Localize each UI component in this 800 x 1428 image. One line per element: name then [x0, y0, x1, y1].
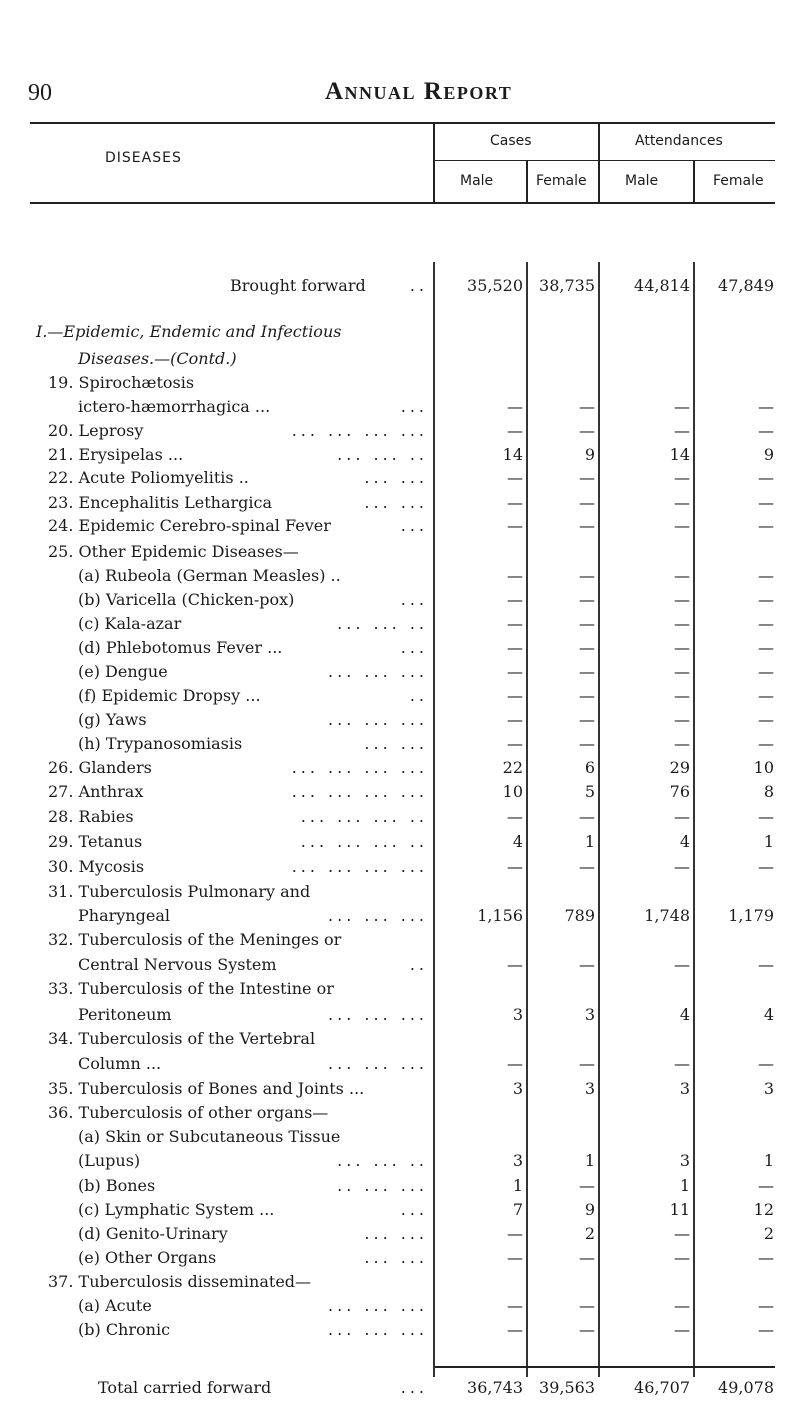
cases-male-cell [436, 807, 525, 835]
cases-male-value: 4 [512, 832, 523, 851]
cases-male-value: — [507, 1054, 523, 1073]
table-row [0, 276, 800, 304]
att-female-value: — [758, 421, 774, 440]
row-leader-dots: .. [409, 955, 428, 974]
row-leader-dots: ... [400, 1378, 428, 1397]
att-male-cell [601, 468, 692, 496]
att-female-value: 1,179 [728, 906, 774, 925]
table-row [0, 1054, 800, 1082]
cases-male-value: — [507, 857, 523, 876]
cases-male-value: 3 [512, 1151, 523, 1170]
attendances-header: Attendances [635, 133, 723, 149]
row-label: 27. Anthrax [48, 782, 144, 801]
row-leader-dots: ... [400, 397, 428, 416]
cases-male-value: — [507, 421, 523, 440]
cases-female-cell [529, 1054, 597, 1082]
cases-male-value: — [507, 710, 523, 729]
att-male-value: 76 [669, 782, 690, 801]
row-label: 34. Tuberculosis of the Vertebral [48, 1029, 316, 1048]
row-label: (h) Trypanosomiasis [78, 734, 243, 753]
row-leader-dots: ... ... ... .. [300, 807, 428, 826]
att-male-cell [601, 782, 692, 810]
cases-female-cell [529, 807, 597, 835]
table-row [0, 807, 800, 835]
header-divider-cases [598, 124, 600, 204]
running-head: Annual Report [325, 78, 513, 105]
row-label: (a) Rubeola (German Measles) .. [78, 566, 341, 585]
att-male-value: — [674, 493, 690, 512]
att-male-value: 1 [679, 1176, 690, 1195]
att-male-value: — [674, 955, 690, 974]
cases-male-value: 10 [502, 782, 523, 801]
row-leader-dots: ... ... .. [337, 614, 428, 633]
att-female-value: — [758, 468, 774, 487]
cases-female-value: — [579, 1054, 595, 1073]
att-male-value: — [674, 686, 690, 705]
cases-female-value: — [579, 590, 595, 609]
cases-female-value: — [579, 955, 595, 974]
att-male-value: — [674, 807, 690, 826]
row-leader-dots: .. [409, 686, 428, 705]
header-divider-cases-sub [526, 160, 528, 204]
table-row [0, 857, 800, 885]
cases-male-value: 22 [502, 758, 523, 777]
att-male-cell [601, 832, 692, 860]
cases-female-value: — [579, 468, 595, 487]
row-label: 19. Spirochætosis [48, 373, 195, 392]
cases-male-cell [436, 1151, 525, 1179]
att-male-cell [601, 1151, 692, 1179]
att-female-value: — [758, 662, 774, 681]
cases-header: Cases [490, 133, 532, 149]
att-female-header: Female [713, 173, 764, 189]
row-leader-dots: ... ... ... ... [291, 857, 428, 876]
cases-male-value: — [507, 1224, 523, 1243]
row-label: 31. Tuberculosis Pulmonary and [48, 882, 311, 901]
cases-male-value: — [507, 468, 523, 487]
cases-female-value: 1 [584, 832, 595, 851]
cases-male-header: Male [460, 173, 494, 189]
cases-male-value: 1,156 [477, 906, 523, 925]
cases-female-cell [529, 1151, 597, 1179]
cases-female-cell [529, 782, 597, 810]
row-leader-dots: ... ... ... [328, 1054, 428, 1073]
row-leader-dots: ... ... ... [328, 1296, 428, 1315]
att-female-value: 8 [763, 782, 774, 801]
row-label: Column ... [78, 1054, 162, 1073]
row-label: Pharyngeal [78, 906, 170, 925]
cases-female-value: 5 [584, 782, 595, 801]
row-label: (d) Genito-Urinary [78, 1224, 228, 1243]
att-male-value: — [674, 614, 690, 633]
cases-male-value: — [507, 638, 523, 657]
cases-female-cell [529, 276, 597, 304]
cases-female-cell [529, 468, 597, 496]
row-label: (b) Varicella (Chicken-pox) [78, 590, 295, 609]
row-label: Central Nervous System [78, 955, 277, 974]
table-row [0, 468, 800, 496]
row-label: 33. Tuberculosis of the Intestine or [48, 979, 334, 998]
cases-male-value: — [507, 955, 523, 974]
row-leader-dots: ... ... [364, 1248, 428, 1267]
header-sub-rule [435, 160, 775, 161]
att-female-value: 4 [763, 1005, 774, 1024]
att-female-value: — [758, 686, 774, 705]
row-label: (Lupus) [78, 1151, 141, 1170]
cases-female-value: 9 [584, 1200, 595, 1219]
cases-male-value: 35,520 [467, 276, 523, 295]
cases-female-value: — [579, 1320, 595, 1339]
row-label: 26. Glanders [48, 758, 152, 777]
cases-female-value: — [579, 734, 595, 753]
row-label: (e) Other Organs [78, 1248, 217, 1267]
row-label: 21. Erysipelas ... [48, 445, 184, 464]
cases-male-value: 7 [512, 1200, 523, 1219]
att-male-header: Male [625, 173, 659, 189]
att-female-value: — [758, 493, 774, 512]
att-female-value: 10 [753, 758, 774, 777]
row-label: 30. Mycosis [48, 857, 145, 876]
att-male-value: — [674, 1054, 690, 1073]
cases-female-value: — [579, 516, 595, 535]
cases-female-cell [529, 516, 597, 544]
row-leader-dots: ... ... ... ... [291, 421, 428, 440]
cases-female-value: — [579, 566, 595, 585]
row-leader-dots: ... ... .. [337, 445, 428, 464]
cases-male-value: — [507, 686, 523, 705]
cases-female-value: 9 [584, 445, 595, 464]
att-female-value: — [758, 590, 774, 609]
att-female-value: — [758, 397, 774, 416]
att-female-value: 9 [763, 445, 774, 464]
cases-female-cell [529, 857, 597, 885]
cases-male-cell [436, 516, 525, 544]
table-row [0, 1151, 800, 1179]
row-leader-dots: .. ... ... [337, 1176, 428, 1195]
row-label: 23. Encephalitis Lethargica [48, 493, 272, 512]
cases-male-cell [436, 857, 525, 885]
cases-male-value: 3 [512, 1079, 523, 1098]
att-male-value: — [674, 421, 690, 440]
row-label: 25. Other Epidemic Diseases— [48, 542, 299, 561]
row-label: 37. Tuberculosis disseminated— [48, 1272, 312, 1291]
cases-female-value: — [579, 857, 595, 876]
att-female-value: 49,078 [718, 1378, 774, 1397]
row-leader-dots: .. [409, 276, 428, 295]
row-leader-dots: ... ... ... ... [291, 782, 428, 801]
att-female-cell [696, 1151, 776, 1179]
row-leader-dots: ... [400, 638, 428, 657]
att-female-value: 12 [753, 1200, 774, 1219]
att-male-value: — [674, 638, 690, 657]
att-male-value: — [674, 397, 690, 416]
row-leader-dots: ... ... ... [328, 710, 428, 729]
row-leader-dots: ... ... ... [328, 906, 428, 925]
row-leader-dots: ... ... ... [328, 1320, 428, 1339]
cases-male-value: — [507, 1296, 523, 1315]
cases-male-value: 1 [512, 1176, 523, 1195]
att-male-value: — [674, 1248, 690, 1267]
att-female-value: — [758, 638, 774, 657]
cases-female-value: — [579, 1248, 595, 1267]
att-male-value: — [674, 590, 690, 609]
cases-female-header: Female [536, 173, 587, 189]
row-label: 29. Tetanus [48, 832, 143, 851]
att-male-value: — [674, 662, 690, 681]
att-male-value: 3 [679, 1151, 690, 1170]
row-label: Peritoneum [78, 1005, 172, 1024]
att-male-value: 4 [679, 832, 690, 851]
att-female-cell [696, 807, 776, 835]
cases-male-cell [436, 782, 525, 810]
att-male-value: 1,748 [644, 906, 690, 925]
att-female-value: 3 [763, 1079, 774, 1098]
cases-male-value: — [507, 807, 523, 826]
row-label: 28. Rabies [48, 807, 134, 826]
att-male-value: — [674, 734, 690, 753]
row-label: 35. Tuberculosis of Bones and Joints ... [48, 1079, 365, 1098]
att-male-value: — [674, 710, 690, 729]
row-leader-dots: ... ... ... .. [300, 832, 428, 851]
cases-female-cell [529, 1378, 597, 1406]
row-leader-dots: ... [400, 1200, 428, 1219]
att-female-value: — [758, 1320, 774, 1339]
cases-male-value: — [507, 397, 523, 416]
header-bottom-rule [30, 202, 775, 204]
row-label: (c) Lymphatic System ... [78, 1200, 275, 1219]
row-leader-dots: ... ... ... [328, 662, 428, 681]
att-female-cell [696, 468, 776, 496]
att-female-cell [696, 516, 776, 544]
cases-male-value: — [507, 493, 523, 512]
cases-female-value: 2 [584, 1224, 595, 1243]
cases-male-value: — [507, 516, 523, 535]
table-row [0, 930, 800, 958]
cases-female-value: — [579, 686, 595, 705]
att-female-cell [696, 1054, 776, 1082]
cases-female-value: — [579, 1176, 595, 1195]
row-label: Brought forward [230, 276, 366, 295]
att-female-value: — [758, 1296, 774, 1315]
att-female-cell [696, 832, 776, 860]
cases-male-value: — [507, 734, 523, 753]
att-female-value: 2 [763, 1224, 774, 1243]
cases-male-value: 36,743 [467, 1378, 523, 1397]
att-female-value: 1 [763, 832, 774, 851]
table-row [0, 1378, 800, 1406]
att-male-value: — [674, 516, 690, 535]
row-label: I.—Epidemic, Endemic and Infectious [36, 322, 342, 341]
table-row [0, 1029, 800, 1057]
cases-female-value: — [579, 421, 595, 440]
cases-female-value: — [579, 1296, 595, 1315]
row-label: (c) Kala-azar [78, 614, 182, 633]
cases-male-value: — [507, 566, 523, 585]
cases-male-cell [436, 832, 525, 860]
page-number: 90 [28, 80, 52, 106]
cases-male-cell [436, 1378, 525, 1406]
row-leader-dots: ... ... [364, 1224, 428, 1243]
table-row [0, 979, 800, 1007]
cases-female-value: — [579, 614, 595, 633]
row-label: (a) Skin or Subcutaneous Tissue [78, 1127, 341, 1146]
table-row [0, 782, 800, 810]
att-male-value: 4 [679, 1005, 690, 1024]
row-label: (g) Yaws [78, 710, 147, 729]
row-label: (e) Dengue [78, 662, 168, 681]
row-leader-dots: ... ... .. [337, 1151, 428, 1170]
att-male-value: 44,814 [634, 276, 690, 295]
att-male-value: 29 [669, 758, 690, 777]
att-male-cell [601, 1054, 692, 1082]
row-label: 36. Tuberculosis of other organs— [48, 1103, 329, 1122]
row-leader-dots: ... ... [364, 734, 428, 753]
cases-male-cell [436, 276, 525, 304]
att-male-value: — [674, 468, 690, 487]
att-female-value: — [758, 857, 774, 876]
att-male-value: 46,707 [634, 1378, 690, 1397]
att-male-value: 11 [669, 1200, 690, 1219]
table-row [0, 1344, 800, 1372]
row-label: (b) Chronic [78, 1320, 171, 1339]
att-female-value: — [758, 734, 774, 753]
att-female-cell [696, 276, 776, 304]
cases-female-cell [529, 832, 597, 860]
row-leader-dots: ... ... [364, 493, 428, 512]
row-leader-dots: ... ... [364, 468, 428, 487]
cases-female-value: — [579, 662, 595, 681]
row-label: 22. Acute Poliomyelitis .. [48, 468, 249, 487]
row-leader-dots: ... ... ... ... [291, 758, 428, 777]
att-female-value: — [758, 1054, 774, 1073]
att-male-value: 3 [679, 1079, 690, 1098]
row-leader-dots: ... [400, 590, 428, 609]
row-label: ictero-hæmorrhagica ... [78, 397, 271, 416]
cases-male-cell [436, 468, 525, 496]
att-female-value: — [758, 516, 774, 535]
att-female-value: — [758, 566, 774, 585]
row-label: 24. Epidemic Cerebro-spinal Fever [48, 516, 331, 535]
cases-female-value: 3 [584, 1005, 595, 1024]
att-male-value: — [674, 1320, 690, 1339]
att-female-value: — [758, 614, 774, 633]
row-label: 20. Leprosy [48, 421, 144, 440]
header-divider-att-sub [693, 160, 695, 204]
row-label: Total carried forward [98, 1378, 272, 1397]
row-label: (d) Phlebotomus Fever ... [78, 638, 283, 657]
cases-female-value: — [579, 710, 595, 729]
att-male-value: — [674, 566, 690, 585]
table-row [0, 516, 800, 544]
cases-male-value: 3 [512, 1005, 523, 1024]
cases-male-value: — [507, 614, 523, 633]
diseases-header: DISEASES [105, 150, 182, 166]
att-male-cell [601, 516, 692, 544]
cases-male-value: — [507, 590, 523, 609]
cases-female-value: 3 [584, 1079, 595, 1098]
att-male-value: — [674, 857, 690, 876]
att-male-value: — [674, 1296, 690, 1315]
row-leader-dots: ... ... ... [328, 1005, 428, 1024]
top-rule [30, 122, 775, 124]
att-female-value: 1 [763, 1151, 774, 1170]
row-label: (a) Acute [78, 1296, 152, 1315]
row-label: (b) Bones [78, 1176, 156, 1195]
att-male-cell [601, 857, 692, 885]
att-female-value: — [758, 710, 774, 729]
att-female-value: — [758, 1248, 774, 1267]
cases-female-value: 6 [584, 758, 595, 777]
table-row [0, 322, 800, 350]
cases-female-value: — [579, 807, 595, 826]
att-female-value: — [758, 1176, 774, 1195]
att-female-value: — [758, 807, 774, 826]
table-row [0, 832, 800, 860]
att-male-cell [601, 807, 692, 835]
att-male-value: — [674, 1224, 690, 1243]
att-male-cell [601, 1378, 692, 1406]
cases-female-value: 1 [584, 1151, 595, 1170]
cases-male-cell [436, 1054, 525, 1082]
row-label: Diseases.—(Contd.) [78, 349, 237, 368]
att-male-value: 14 [669, 445, 690, 464]
cases-female-value: 38,735 [539, 276, 595, 295]
row-leader-dots: ... [400, 516, 428, 535]
cases-female-value: 39,563 [539, 1378, 595, 1397]
cases-male-value: — [507, 662, 523, 681]
cases-female-value: — [579, 493, 595, 512]
att-female-cell [696, 857, 776, 885]
header-divider-diseases [433, 124, 435, 204]
cases-female-value: — [579, 638, 595, 657]
att-female-value: 47,849 [718, 276, 774, 295]
cases-female-value: 789 [564, 906, 595, 925]
att-male-cell [601, 276, 692, 304]
att-female-cell [696, 1378, 776, 1406]
cases-male-value: — [507, 1320, 523, 1339]
att-female-cell [696, 782, 776, 810]
cases-male-value: 14 [502, 445, 523, 464]
row-label: (f) Epidemic Dropsy ... [78, 686, 261, 705]
cases-male-value: — [507, 1248, 523, 1267]
row-label: 32. Tuberculosis of the Meninges or [48, 930, 342, 949]
att-female-value: — [758, 955, 774, 974]
cases-female-value: — [579, 397, 595, 416]
